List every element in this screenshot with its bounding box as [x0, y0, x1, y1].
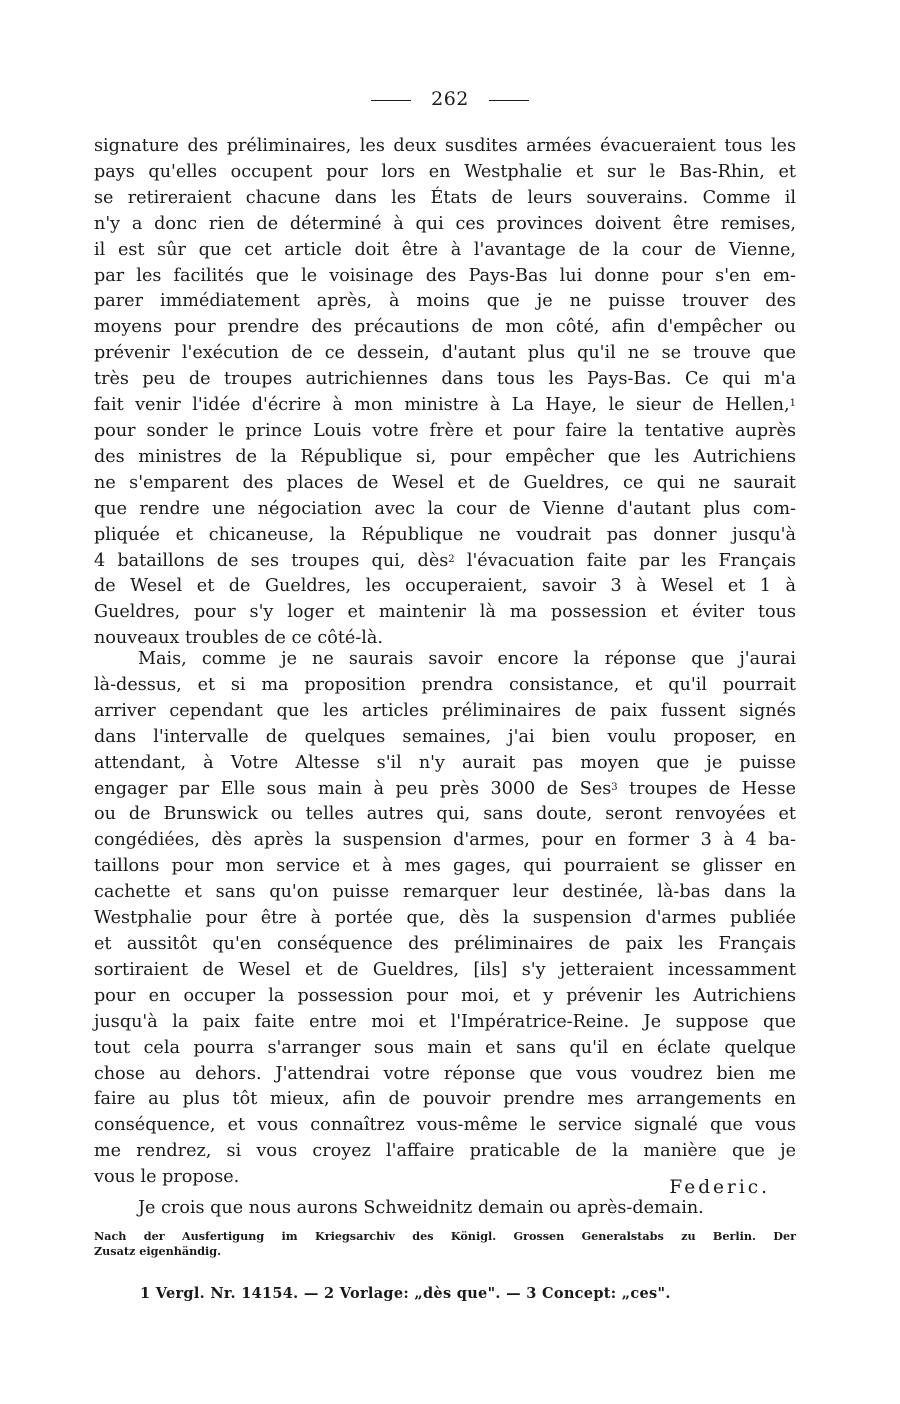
- text-line: Westphalie pour être à portée que, dès la suspension d'armes publiée: [94, 908, 796, 929]
- text-line: cachette et sans qu'on puisse remarquer leur destinée, là-bas dans la: [94, 882, 796, 903]
- header-rule-left: [371, 100, 411, 101]
- text-line: pays qu'elles occupent pour lors en Westphalie et sur le Bas-Rhin, et: [94, 161, 796, 182]
- text-segment: troupes de Hesse: [629, 778, 796, 799]
- text-line: là-dessus, et si ma proposition prendra consistance, et qu'il pourrait: [94, 674, 796, 695]
- text-line: Gueldres, pour s'y loger et maintenir là ma possession et éviter tous: [94, 602, 796, 623]
- signature: Federic.: [669, 1177, 770, 1199]
- text-line: de Wesel et de Gueldres, les occuperaient, savoir 3 à Wesel et 1 à: [94, 576, 796, 597]
- text-line: Mais, comme je ne saurais savoir encore la réponse que j'aurai: [138, 649, 796, 669]
- footnotes: 1 Vergl. Nr. 14154. — 2 Vorlage: „dès que". — 3 Concept: „ces".: [140, 1285, 671, 1302]
- source-note-line: Nach der Ausfertigung im Kriegsarchiv des Königl. Grossen Generalstabs zu Berlin. Der: [94, 1229, 796, 1243]
- text-segment: fait venir l'idée d'écrire à mon ministre à La Haye, le sieur de Hellen,: [94, 395, 790, 416]
- text-line: parer immédiatement après, à moins que je ne puisse trouver des: [94, 291, 796, 312]
- text-line: sortiraient de Wesel et de Gueldres, [ils] s'y jetteraient incessamment: [94, 959, 796, 980]
- text-line: moyens pour prendre des précautions de mon côté, afin d'empêcher ou: [94, 317, 796, 338]
- text-segment: engager par Elle sous main à peu près 3000 de Ses: [94, 778, 612, 799]
- text-line-with-footnote: [94, 777, 796, 803]
- page-header: [0, 88, 900, 110]
- source-note: [94, 1229, 796, 1259]
- text-line: par les facilités que le voisinage des Pays-Bas lui donne pour s'en em-: [94, 265, 796, 286]
- source-note-line: Zusatz eigenhändig.: [94, 1244, 222, 1258]
- text-line: nouveaux troubles de ce côté-là.: [94, 628, 383, 649]
- text-line: que rendre une négociation avec la cour de Vienne d'autant plus com-: [94, 498, 796, 519]
- text-line: vous le propose.: [94, 1167, 240, 1188]
- text-line: conséquence, et vous connaîtrez vous-même le service signalé que vous: [94, 1115, 796, 1136]
- text-line: tout cela pourra s'arranger sous main et sans qu'il en éclate quelque: [94, 1037, 796, 1058]
- text-segment: l'évacuation faite par les Français: [466, 550, 796, 571]
- text-line: chose au dehors. J'attendrai votre réponse que vous voudrez bien me: [94, 1063, 796, 1084]
- text-line: arriver cependant que les articles préliminaires de paix fussent signés: [94, 700, 796, 721]
- text-line-with-footnote: [94, 393, 796, 419]
- text-line-with-footnote: [94, 549, 796, 575]
- text-line: ne s'emparent des places de Wesel et de Gueldres, ce qui ne saurait: [94, 472, 796, 493]
- paragraph-1: [94, 134, 796, 652]
- text-line: très peu de troupes autrichiennes dans tous les Pays-Bas. Ce qui m'a: [94, 369, 796, 390]
- text-line: se retireraient chacune dans les États de leurs souverains. Comme il: [94, 187, 796, 208]
- text-line: dans l'intervalle de quelques semaines, j'ai bien voulu proposer, en: [94, 726, 796, 747]
- text-line: pour en occuper la possession pour moi, et y prévenir les Autrichiens: [94, 985, 796, 1006]
- text-line: il est sûr que cet article doit être à l'avantage de la cour de Vienne,: [94, 239, 796, 260]
- header-rule-right: [489, 100, 529, 101]
- text-line: signature des préliminaires, les deux susdites armées évacueraient tous les: [94, 136, 796, 156]
- text-line: prévenir l'exécution de ce dessein, d'autant plus qu'il ne se trouve que: [94, 343, 796, 364]
- text-line: attendant, à Votre Altesse s'il n'y aurait pas moyen que je puisse: [94, 752, 796, 773]
- text-segment: 4 bataillons de ses troupes qui, dès: [94, 550, 449, 571]
- text-line: n'y a donc rien de déterminé à qui ces provinces doivent être remises,: [94, 213, 796, 234]
- text-line: ou de Brunswick ou telles autres qui, sans doute, seront renvoyées et: [94, 804, 796, 825]
- footnote-mark: 1: [789, 398, 796, 410]
- text-line: me rendrez, si vous croyez l'affaire praticable de la manière que je: [94, 1141, 796, 1162]
- text-line: et aussitôt qu'en conséquence des préliminaires de paix les Français: [94, 933, 796, 954]
- text-line: congédiées, dès après la suspension d'armes, pour en former 3 à 4 ba-: [94, 830, 796, 851]
- text-line: taillons pour mon service et à mes gages, qui pourraient se glisser en: [94, 856, 796, 877]
- paragraph-2: [94, 647, 796, 1199]
- page-number: 262: [431, 88, 469, 110]
- text-line: jusqu'à la paix faite entre moi et l'Impératrice-Reine. Je suppose que: [94, 1011, 796, 1032]
- footnote-mark: 2: [448, 553, 455, 565]
- text-line: faire au plus tôt mieux, afin de pouvoir prendre mes arrangements en: [94, 1089, 796, 1110]
- postscript: Je crois que nous aurons Schweidnitz demain ou après-demain.: [138, 1198, 704, 1218]
- text-line: pour sonder le prince Louis votre frère et pour faire la tentative auprès: [94, 420, 796, 441]
- text-line: des ministres de la République si, pour empêcher que les Autrichiens: [94, 446, 796, 467]
- text-line: pliquée et chicaneuse, la République ne voudrait pas donner jusqu'à: [94, 524, 796, 545]
- closing-line: [94, 1165, 796, 1199]
- footnote-mark: 3: [611, 781, 618, 793]
